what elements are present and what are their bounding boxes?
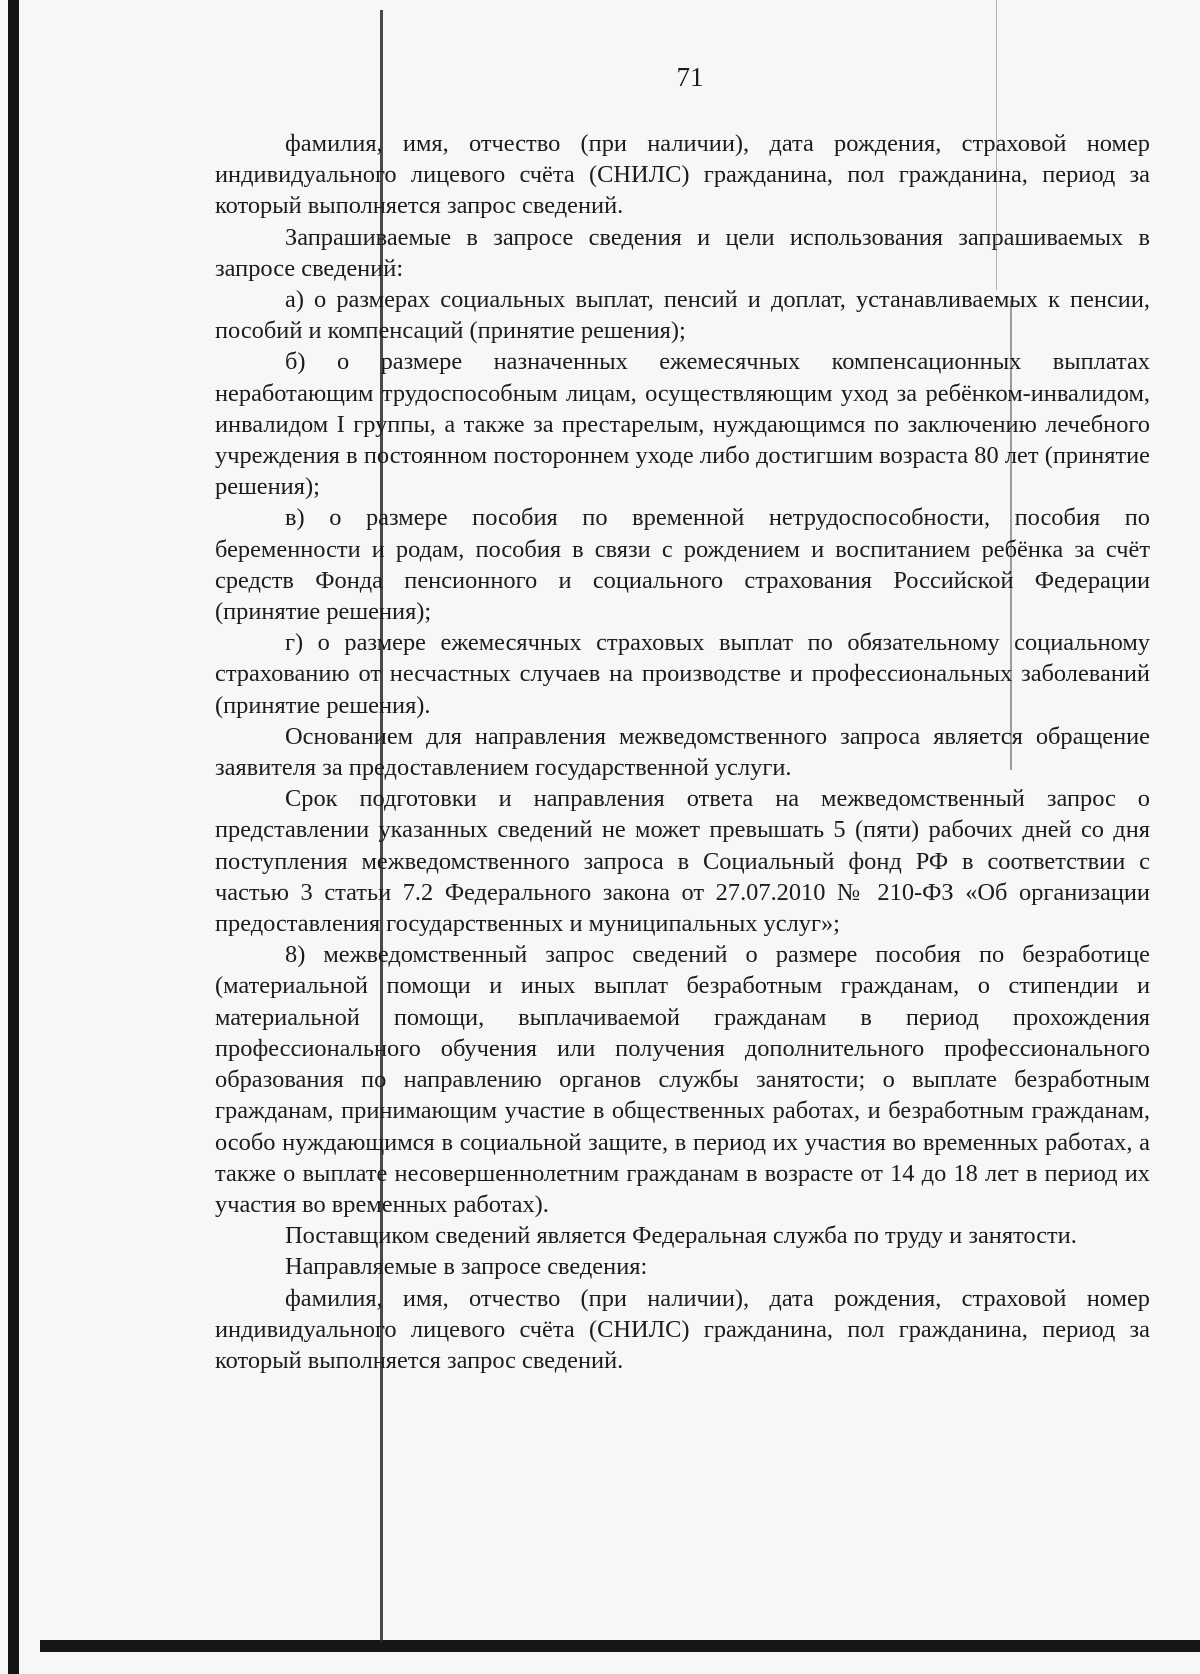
scan-bottom-edge xyxy=(40,1640,1200,1652)
paragraph: Направляемые в запросе сведения: xyxy=(285,1253,648,1281)
paragraph: Запрашиваемые в запросе сведения и цели использования запрашиваемых в запросе сведений: xyxy=(215,223,1150,282)
paragraph: а) о размерах социальных выплат, пенсий и доплат, устанавливаемых к пенсии, пособий и компенсаций (принятие решения); xyxy=(215,286,1150,345)
paragraph: г) о размере ежемесячных страховых выплат по обязательному социальному страхованию от несчастных случаев на производстве и профессиональных заболеваний (принятие решения). xyxy=(215,629,1150,719)
paragraph: в) о размере пособия по временной нетрудоспособности, пособия по беременности и родам, пособия в связи с рождением и воспитанием ребёнка за счёт средств Фонда пенсионного и социального страхования Российской Федерации (принятие решения); xyxy=(215,504,1150,626)
paragraph: Срок подготовки и направления ответа на межведомственный запрос о представлении указанных сведений не может превышать 5 (пяти) рабочих дней со дня поступления межведомственного запроса в Социальный фонд РФ в соответствии с частью 3 статьи 7.2 Федерального закона от 27.07.2010 № 210-ФЗ «Об организации предоставления государственных и муниципальных услуг»; xyxy=(215,785,1150,938)
page-number: 71 xyxy=(676,62,704,92)
paragraph: Основанием для направления межведомственного запроса является обращение заявителя за предоставлением государственной услуги. xyxy=(215,722,1150,782)
paragraph: Поставщиком сведений является Федеральная служба по труду и занятости. xyxy=(285,1222,1077,1250)
paragraph: фамилия, имя, отчество (при наличии), дата рождения, страховой номер индивидуального лицевого счёта (СНИЛС) гражданина, пол гражданина, период за который выполняется запрос сведений. xyxy=(215,1284,1150,1374)
scan-left-edge xyxy=(8,0,19,1674)
paragraph: фамилия, имя, отчество (при наличии), дата рождения, страховой номер индивидуального лицевого счёта (СНИЛС) гражданина, пол гражданина, период за который выполняется запрос сведений. xyxy=(215,130,1150,220)
paragraph: 8) межведомственный запрос сведений о размере пособия по безработице (материальной помощи и иных выплат безработным гражданам, о стипендии и материальной помощи, выплачиваемой гражданам в период прохождения профессионального обучения или получения дополнительного профессионального образования по направлению органов службы занятости; о выплате безработным гражданам, принимающим участие в общественных работах, и безработным гражданам, особо нуждающимся в социальной защите, в период их участия во временных работах, а также о выплате несовершеннолетним гражданам в возрасте от 14 до 18 лет в период их участия во временных работах). xyxy=(215,941,1150,1218)
document-body xyxy=(215,128,1150,1376)
paragraph: б) о размере назначенных ежемесячных компенсационных выплатах неработающим трудоспособным лицам, осуществляющим уход за ребёнком-инвалидом, инвалидом I группы, а также за престарелым, нуждающимся по заключению лечебного учреждения в постоянном постороннем уходе либо достигшим возраста 80 лет (принятие решения); xyxy=(215,348,1150,501)
